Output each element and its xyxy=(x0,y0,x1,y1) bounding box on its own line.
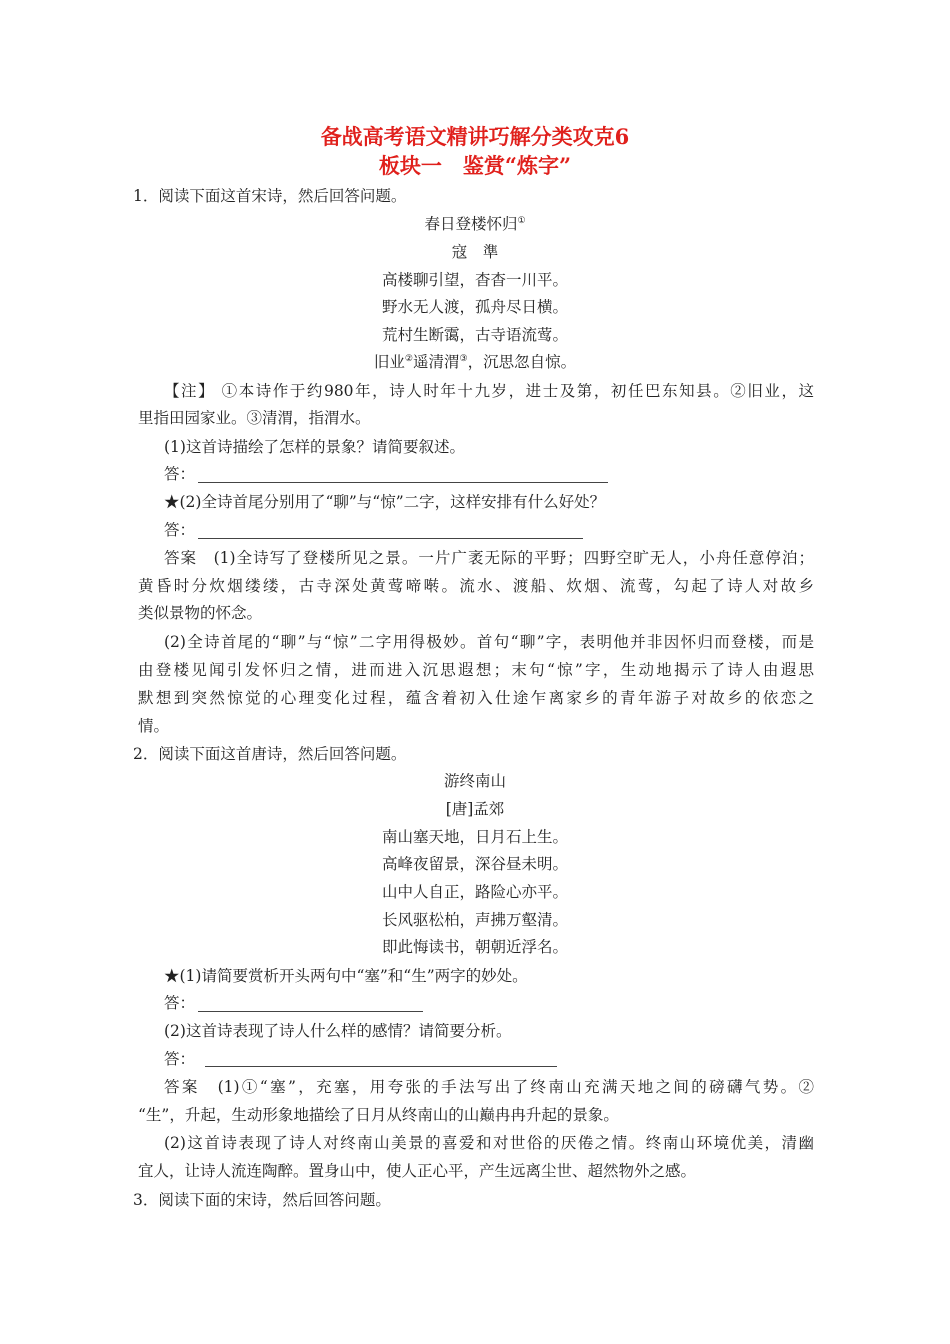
document-title: 备战高考语文精讲巧解分类攻克6 xyxy=(320,124,630,149)
poem-1-line-4-part: 遥清渭 xyxy=(412,353,460,371)
q1-answer-text: 由登楼见闻引发怀归之情，进而进入沉思遐想；末句“惊”字，生动地揭示了诗人由遐思 xyxy=(138,661,814,679)
answer-label: 答： xyxy=(164,994,196,1012)
poem-2-line: 即此悔读书，朝朝近浮名。 xyxy=(381,938,568,956)
poem-1-footnote-mark: ③ xyxy=(459,353,468,364)
poem-1-title xyxy=(0,214,950,234)
question-2-sub-2: (2)这首诗表现了诗人什么样的感情？请简要分析。 xyxy=(164,1022,512,1040)
poem-1-author: 寇 準 xyxy=(451,243,499,261)
poem-1-title-note: ① xyxy=(517,215,526,226)
poem-1-notes: 【注】 ①本诗作于约980年，诗人时年十九岁，进士及第，初任巴东知县。②旧业，这 xyxy=(164,382,814,400)
q1-answer-text: 答案 (1)全诗写了登楼所见之景。一片广袤无际的平野；四野空旷无人，小舟任意停泊； xyxy=(164,549,814,567)
q1-answer-text: 情。 xyxy=(138,717,170,735)
answer-label: 答： xyxy=(164,1050,196,1068)
question-1-prompt: 1．阅读下面这首宋诗，然后回答问题。 xyxy=(133,187,407,205)
answer-line xyxy=(198,482,608,483)
section-subtitle: 板块一 鉴赏“炼字” xyxy=(378,153,572,178)
poem-1-line-4-part: ，沉思忽自惊。 xyxy=(467,353,577,371)
q2-answer-text: 宜人，让诗人流连陶醉。置身山中，使人正心平，产生远离尘世、超然物外之感。 xyxy=(138,1162,697,1180)
answer-line xyxy=(205,1066,557,1067)
q2-answer-text: “生”，升起，生动形象地描绘了日月从终南山的山巅冉冉升起的景象。 xyxy=(138,1106,619,1124)
q1-answer-text: 类似景物的怀念。 xyxy=(138,604,263,622)
poem-2-author: [唐]孟郊 xyxy=(445,800,505,818)
question-1-sub-1: (1)这首诗描绘了怎样的景象？请简要叙述。 xyxy=(164,438,465,456)
poem-1-line: 野水无人渡，孤舟尽日横。 xyxy=(381,298,568,316)
poem-1-notes-cont: 里指田园家业。③清渭，指渭水。 xyxy=(138,409,371,427)
question-2-sub-1: ★(1)请简要赏析开头两句中“塞”和“生”两字的妙处。 xyxy=(164,967,528,985)
question-1-sub-2: ★(2)全诗首尾分别用了“聊”与“惊”二字，这样安排有什么好处？ xyxy=(164,493,606,511)
q2-answer-text: 答案 (1)①“塞”，充塞，用夸张的手法写出了终南山充满天地之间的磅礴气势。② xyxy=(164,1078,814,1096)
q1-answer-text: (2)全诗首尾的“聊”与“惊”二字用得极妙。首句“聊”字，表明他并非因怀归而登楼，而是 xyxy=(164,633,814,651)
poem-2-title: 游终南山 xyxy=(443,772,506,790)
q1-answer-text: 默想到突然惊觉的心理变化过程，蕴含着初入仕途乍离家乡的青年游子对故乡的依恋之 xyxy=(138,689,814,707)
poem-2-line: 长风驱松柏，声拂万壑清。 xyxy=(381,911,568,929)
poem-1-title-text: 春日登楼怀归 xyxy=(424,215,518,233)
poem-1-footnote-mark: ② xyxy=(404,353,413,364)
poem-1-line: 高楼聊引望，杳杳一川平。 xyxy=(381,271,568,289)
answer-line xyxy=(198,538,583,539)
question-2-prompt: 2．阅读下面这首唐诗，然后回答问题。 xyxy=(133,745,407,763)
q2-answer-text: (2)这首诗表现了诗人对终南山美景的喜爱和对世俗的厌倦之情。终南山环境优美，清幽 xyxy=(164,1134,814,1152)
question-3-prompt: 3．阅读下面的宋诗，然后回答问题。 xyxy=(133,1191,391,1209)
poem-2-line: 山中人自正，路险心亦平。 xyxy=(381,883,568,901)
answer-label: 答： xyxy=(164,465,196,483)
answer-label: 答： xyxy=(164,521,196,539)
poem-2-line: 高峰夜留景，深谷昼未明。 xyxy=(381,855,568,873)
poem-2-line: 南山塞天地，日月石上生。 xyxy=(381,828,568,846)
answer-line xyxy=(198,1011,423,1012)
poem-1-line-4 xyxy=(0,352,950,372)
q1-answer-text: 黄昏时分炊烟缕缕，古寺深处黄莺啼啭。流水、渡船、炊烟、流莺，勾起了诗人对故乡 xyxy=(138,577,814,595)
poem-1-line: 荒村生断霭，古寺语流莺。 xyxy=(381,326,568,344)
poem-1-line-4-part: 旧业 xyxy=(373,353,405,371)
